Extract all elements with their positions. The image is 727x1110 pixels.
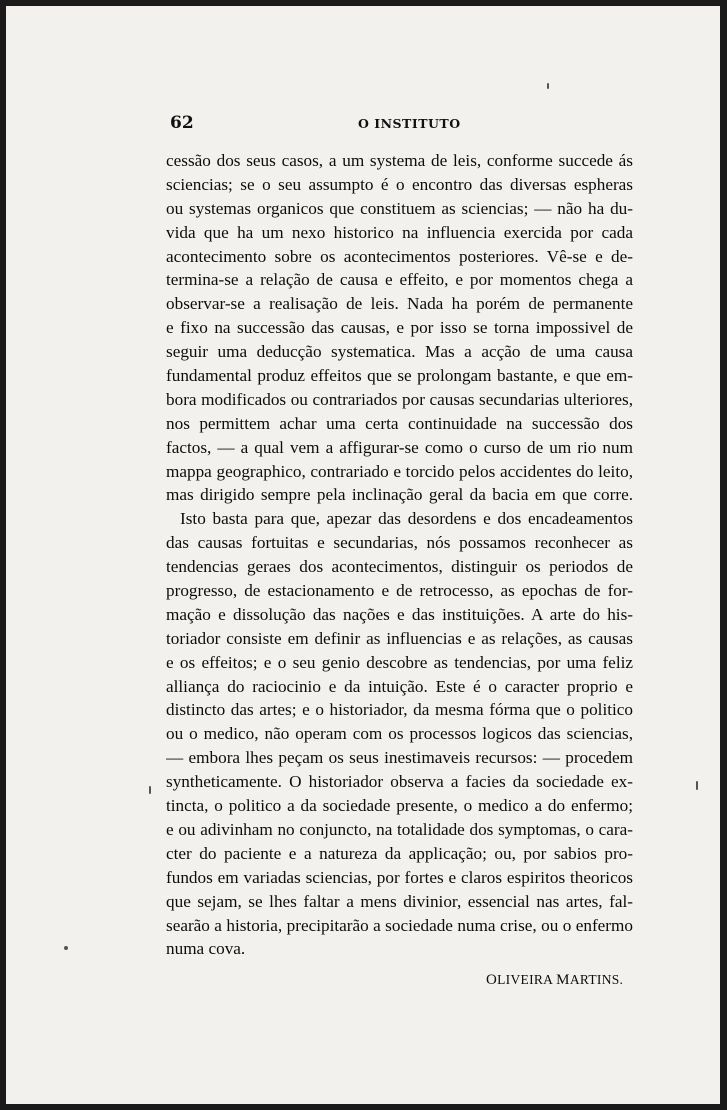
text-line: seguir uma deducção systematica. Mas a acção de uma causa bbox=[166, 342, 633, 362]
text-line: vida que ha um nexo historico na influencia exercida por cada bbox=[166, 222, 633, 242]
signature-first-name: LIVEIRA bbox=[497, 972, 553, 987]
text-line: observar-se a realisação de leis. Nada ha porém de permanente bbox=[166, 294, 633, 314]
text-line: nos permittem achar uma certa continuidade na successão dos bbox=[166, 413, 633, 433]
text-line: sciencias; se o seu assumpto é o encontro das diversas espheras bbox=[166, 174, 633, 194]
text-line: toriador consiste em definir as influencias e as relações, as causas bbox=[166, 628, 633, 648]
text-line: syntheticamente. O historiador observa a facies da sociedade ex- bbox=[166, 772, 633, 792]
text-line: factos, — a qual vem a affigurar-se como o curso de um rio num bbox=[166, 437, 633, 457]
text-line: e fixo na successão das causas, e por isso se torna impossivel de bbox=[166, 318, 633, 338]
text-line: mappa geographico, contrariado e torcido pelos accidentes do leito, bbox=[166, 461, 633, 481]
text-line: ou o medico, não operam com os processos logicos das sciencias, bbox=[166, 724, 633, 744]
paper-speck bbox=[547, 83, 549, 89]
text-line: fundos em variadas sciencias, por fortes e claros espiritos theoricos bbox=[166, 867, 633, 887]
author-signature bbox=[486, 972, 623, 989]
text-line: mação e dissolução das nações e das instituições. A arte do his- bbox=[166, 604, 633, 624]
text-line: das causas fortuitas e secundarias, nós possamos reconhecer as bbox=[166, 533, 633, 553]
signature-initial: M bbox=[556, 972, 570, 988]
text-line: termina-se a relação de causa e effeito, e por momentos chega a bbox=[166, 270, 633, 290]
text-line: acontecimento sobre os acontecimentos posteriores. Vê-se e de- bbox=[166, 246, 633, 266]
text-line: cessão dos seus casos, a um systema de leis, conforme succede ás bbox=[166, 151, 633, 170]
text-line: distincto das artes; e o historiador, da mesma fórma que o politico bbox=[166, 700, 633, 720]
text-line: que sejam, se lhes faltar a mens divinior, essencial nas artes, fal- bbox=[166, 891, 633, 911]
text-line: tincta, o politico a da sociedade presente, o medico a do enfermo; bbox=[166, 796, 633, 816]
paper-speck bbox=[64, 946, 68, 950]
text-line: searão a historia, precipitarão a sociedade numa crise, ou o enfermo bbox=[166, 915, 633, 935]
page-header bbox=[170, 113, 632, 135]
signature-initial: O bbox=[486, 972, 498, 988]
text-line: e ou adivinham no conjuncto, na totalidade dos symptomas, o cara- bbox=[166, 819, 633, 839]
text-line: numa cova. bbox=[166, 939, 246, 959]
text-line: Isto basta para que, apezar das desordens e dos encadeamentos bbox=[180, 509, 633, 529]
text-line: fundamental produz effeitos que se prolongam bastante, e que em- bbox=[166, 366, 633, 386]
text-line: e os effeitos; e o seu genio descobre as tendencias, por uma feliz bbox=[166, 652, 633, 672]
signature-last-name: ARTINS. bbox=[569, 972, 624, 987]
text-line: alliança do raciocinio e da intuição. Este é o caracter proprio e bbox=[166, 676, 633, 696]
text-line: cter do paciente e a natureza da applicação; ou, por sabios pro- bbox=[166, 843, 633, 863]
paragraph-2 bbox=[166, 507, 633, 961]
text-line: bora modificados ou contrariados por causas secundarias ulteriores, bbox=[166, 389, 633, 409]
text-line: tendencias geraes dos acontecimentos, distinguir os periodos de bbox=[166, 557, 633, 577]
text-line: — embora lhes peçam os seus inestimaveis recursos: — procedem bbox=[166, 748, 633, 768]
paper-speck bbox=[696, 781, 698, 790]
paragraph-1 bbox=[166, 149, 633, 507]
article-body bbox=[166, 149, 633, 961]
page-number: 62 bbox=[170, 113, 194, 133]
book-page bbox=[6, 6, 720, 1104]
running-title: O INSTITUTO bbox=[358, 116, 461, 131]
text-line: mas dirigido sempre pela inclinação geral da bacia em que corre. bbox=[166, 485, 633, 505]
paper-speck bbox=[149, 786, 151, 794]
text-line: progresso, de estacionamento e de retrocesso, as epochas de for- bbox=[166, 581, 633, 601]
text-line: ou systemas organicos que constituem as sciencias; — não ha du- bbox=[166, 198, 633, 218]
